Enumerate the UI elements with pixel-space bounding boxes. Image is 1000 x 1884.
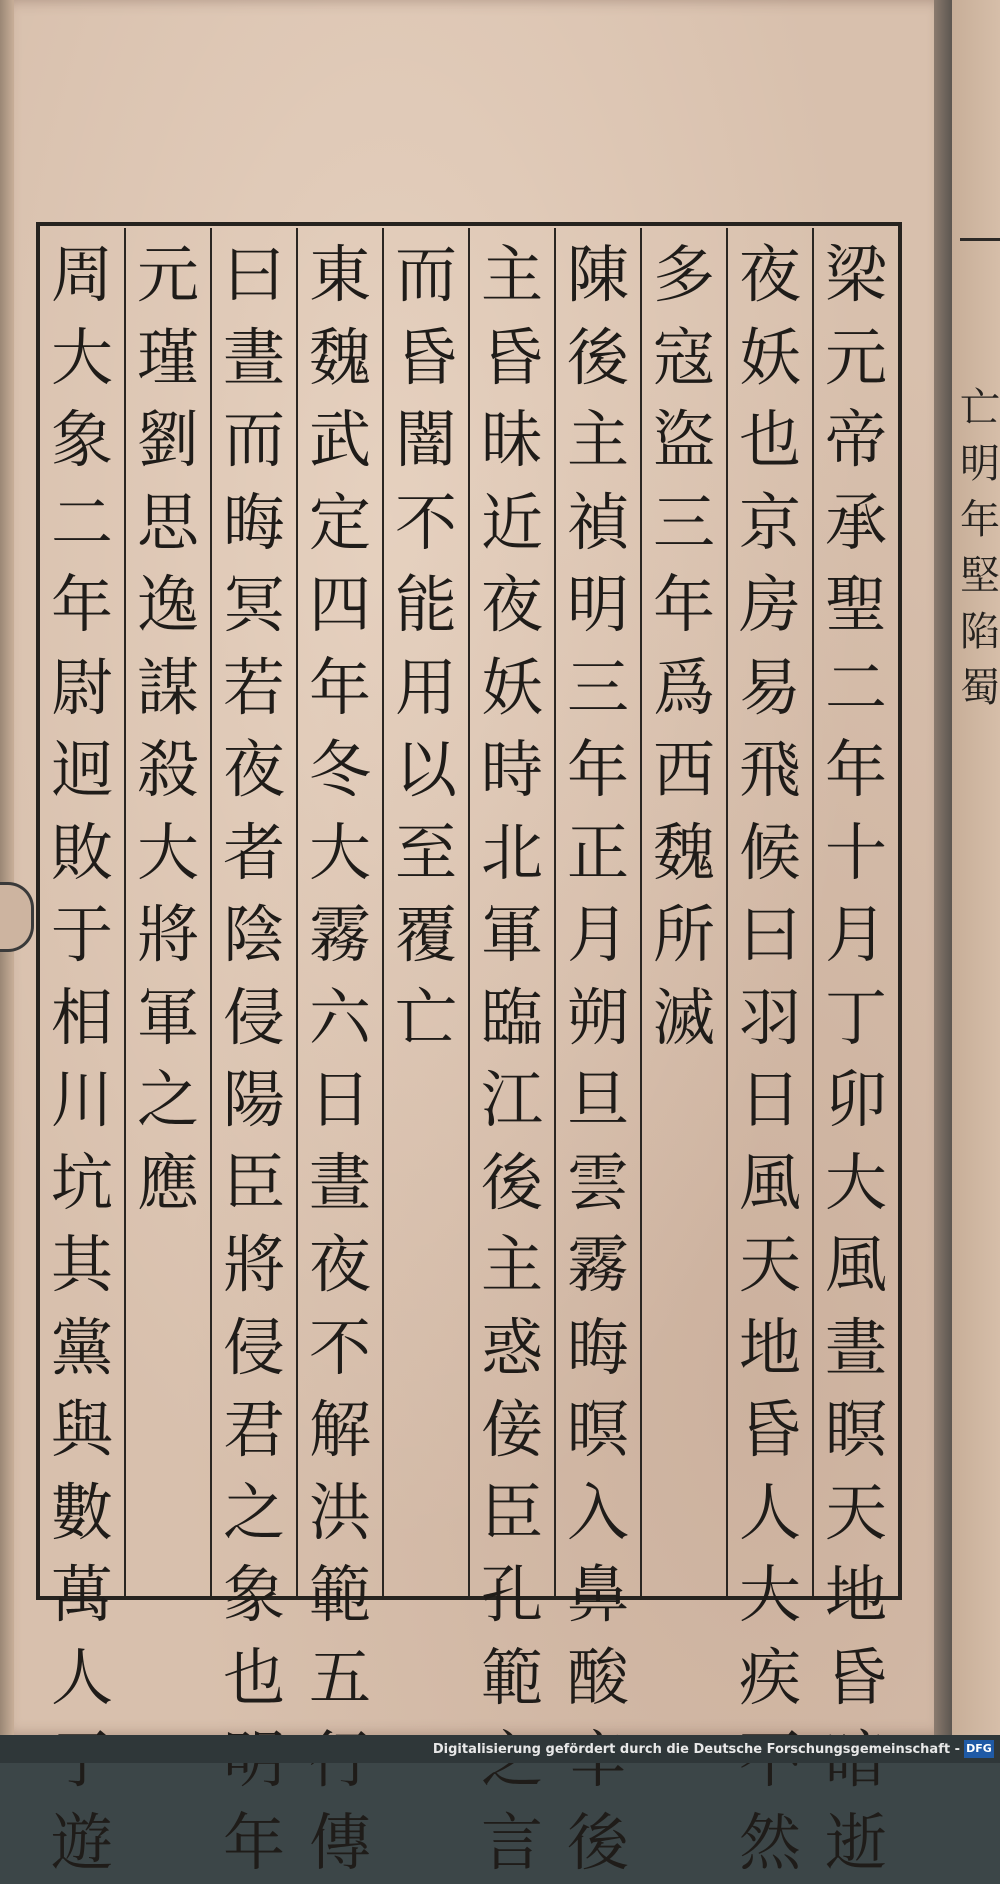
character: 用 — [384, 647, 468, 730]
character: 帝 — [814, 399, 898, 482]
character: 陳 — [556, 234, 640, 317]
character: 滅 — [642, 977, 726, 1060]
character: 夜 — [212, 729, 296, 812]
character: 飛 — [728, 729, 812, 812]
character: 六 — [298, 977, 382, 1060]
character: 禎 — [556, 482, 640, 565]
character: 其 — [40, 1224, 124, 1307]
character: 月 — [556, 894, 640, 977]
character: 侵 — [212, 977, 296, 1060]
character: 者 — [212, 812, 296, 895]
character: 天 — [814, 1472, 898, 1555]
character: 也 — [212, 1637, 296, 1720]
character: 殺 — [126, 729, 210, 812]
character: 日 — [728, 1059, 812, 1142]
character: 不 — [298, 1307, 382, 1390]
character: 承 — [814, 482, 898, 565]
character: 之 — [212, 1472, 296, 1555]
text-column — [296, 228, 382, 1596]
character: 逸 — [126, 564, 210, 647]
character: 解 — [298, 1389, 382, 1472]
character: 晦 — [556, 1307, 640, 1390]
character: 而 — [384, 234, 468, 317]
character: 臣 — [212, 1142, 296, 1225]
character: 三 — [556, 647, 640, 730]
character: 陰 — [212, 894, 296, 977]
character: 酸 — [556, 1637, 640, 1720]
character: 言 — [470, 1802, 554, 1884]
character: 年 — [212, 1802, 296, 1884]
character: 魏 — [298, 317, 382, 400]
character: 主 — [470, 1224, 554, 1307]
character: 大 — [298, 812, 382, 895]
character: 五 — [298, 1637, 382, 1720]
character: 與 — [40, 1389, 124, 1472]
character: 曰 — [212, 234, 296, 317]
character: 霧 — [556, 1224, 640, 1307]
character: 二 — [814, 647, 898, 730]
character: 軍 — [126, 977, 210, 1060]
character: 冥 — [212, 564, 296, 647]
character: 鼻 — [556, 1554, 640, 1637]
text-column — [812, 228, 898, 1596]
character: 闇 — [384, 399, 468, 482]
character: 近 — [470, 482, 554, 565]
character: 入 — [556, 1472, 640, 1555]
text-column — [726, 228, 812, 1596]
character: 月 — [814, 894, 898, 977]
character: 年 — [642, 564, 726, 647]
character: 易 — [728, 647, 812, 730]
character: 而 — [212, 399, 296, 482]
character: 雲 — [556, 1142, 640, 1225]
character: 晝 — [212, 317, 296, 400]
character: 瞑 — [814, 1389, 898, 1472]
character: 夜 — [470, 564, 554, 647]
text-column — [210, 228, 296, 1596]
character: 謀 — [126, 647, 210, 730]
character: 大 — [814, 1142, 898, 1225]
character: 三 — [642, 482, 726, 565]
character: 十 — [814, 812, 898, 895]
character: 朔 — [556, 977, 640, 1060]
character: 晝 — [298, 1142, 382, 1225]
character: 若 — [212, 647, 296, 730]
character: 昧 — [470, 399, 554, 482]
character: 將 — [212, 1224, 296, 1307]
character: 不 — [384, 482, 468, 565]
text-column — [640, 228, 726, 1596]
character: 象 — [40, 399, 124, 482]
character: 卯 — [814, 1059, 898, 1142]
character: 後 — [556, 317, 640, 400]
character: 北 — [470, 812, 554, 895]
character: 于 — [40, 894, 124, 977]
dfg-logo: DFG — [964, 1740, 994, 1758]
character: 臨 — [470, 977, 554, 1060]
character: 應 — [126, 1142, 210, 1225]
character: 倿 — [470, 1389, 554, 1472]
character: 傳 — [298, 1802, 382, 1884]
character: 梁 — [814, 234, 898, 317]
character: 房 — [728, 564, 812, 647]
character: 大 — [126, 812, 210, 895]
character: 侵 — [212, 1307, 296, 1390]
text-column — [554, 228, 640, 1596]
character: 晦 — [212, 482, 296, 565]
text-column — [468, 228, 554, 1596]
character: 天 — [728, 1224, 812, 1307]
character: 日 — [298, 1059, 382, 1142]
character: 君 — [212, 1389, 296, 1472]
character: 相 — [40, 977, 124, 1060]
character: 昏 — [814, 1637, 898, 1720]
character: 黨 — [40, 1307, 124, 1390]
character: 敗 — [40, 812, 124, 895]
character: 能 — [384, 564, 468, 647]
character: 軍 — [470, 894, 554, 977]
character: 晝 — [814, 1307, 898, 1390]
character: 爲 — [642, 647, 726, 730]
character: 地 — [814, 1554, 898, 1637]
adjacent-page-frame-line — [960, 238, 1000, 241]
character: 多 — [642, 234, 726, 317]
text-column — [124, 228, 210, 1596]
character: 京 — [728, 482, 812, 565]
character: 象 — [212, 1554, 296, 1637]
character: 昏 — [470, 317, 554, 400]
character: 妖 — [470, 647, 554, 730]
character: 之 — [126, 1059, 210, 1142]
text-columns — [40, 228, 898, 1596]
character: 劉 — [126, 399, 210, 482]
character: 昏 — [728, 1389, 812, 1472]
character: 洪 — [298, 1472, 382, 1555]
character: 範 — [470, 1637, 554, 1720]
character: 聖 — [814, 564, 898, 647]
character: 旦 — [556, 1059, 640, 1142]
character: 元 — [814, 317, 898, 400]
character: 惑 — [470, 1307, 554, 1390]
character: 也 — [728, 399, 812, 482]
character: 西 — [642, 729, 726, 812]
character: 後 — [556, 1802, 640, 1884]
character: 後 — [470, 1142, 554, 1225]
character: 數 — [40, 1472, 124, 1555]
character: 明 — [960, 436, 1000, 492]
adjacent-page-column — [960, 380, 1000, 716]
character: 風 — [728, 1142, 812, 1225]
character: 疾 — [728, 1637, 812, 1720]
character: 武 — [298, 399, 382, 482]
character: 明 — [556, 564, 640, 647]
character: 年 — [298, 647, 382, 730]
character: 夜 — [298, 1224, 382, 1307]
character: 元 — [126, 234, 210, 317]
character: 妖 — [728, 317, 812, 400]
character: 大 — [728, 1554, 812, 1637]
character: 冬 — [298, 729, 382, 812]
character: 羽 — [728, 977, 812, 1060]
character: 風 — [814, 1224, 898, 1307]
character: 丁 — [814, 977, 898, 1060]
character: 至 — [384, 812, 468, 895]
character: 年 — [40, 564, 124, 647]
character: 夜 — [728, 234, 812, 317]
character: 主 — [556, 399, 640, 482]
character: 候 — [728, 812, 812, 895]
character: 東 — [298, 234, 382, 317]
character: 人 — [40, 1637, 124, 1720]
character: 大 — [40, 317, 124, 400]
character: 然 — [728, 1802, 812, 1884]
character: 瑾 — [126, 317, 210, 400]
character: 地 — [728, 1307, 812, 1390]
character: 年 — [556, 729, 640, 812]
character: 逝 — [814, 1802, 898, 1884]
character: 尉 — [40, 647, 124, 730]
character: 迥 — [40, 729, 124, 812]
character: 臣 — [470, 1472, 554, 1555]
character: 孔 — [470, 1554, 554, 1637]
text-column — [382, 228, 468, 1596]
character: 盜 — [642, 399, 726, 482]
character: 曰 — [728, 894, 812, 977]
character: 將 — [126, 894, 210, 977]
character: 陷 — [960, 604, 1000, 660]
character: 以 — [384, 729, 468, 812]
character: 坑 — [40, 1142, 124, 1225]
character: 人 — [728, 1472, 812, 1555]
character: 陽 — [212, 1059, 296, 1142]
character: 範 — [298, 1554, 382, 1637]
character: 亡 — [384, 977, 468, 1060]
spine-shadow — [934, 0, 952, 1735]
adjacent-page — [952, 0, 1000, 1735]
character: 時 — [470, 729, 554, 812]
text-column — [40, 228, 124, 1596]
character: 定 — [298, 482, 382, 565]
character: 四 — [298, 564, 382, 647]
character: 霧 — [298, 894, 382, 977]
character: 寇 — [642, 317, 726, 400]
character: 江 — [470, 1059, 554, 1142]
character: 亡 — [960, 380, 1000, 436]
character: 思 — [126, 482, 210, 565]
character: 暝 — [556, 1389, 640, 1472]
character: 年 — [960, 492, 1000, 548]
character: 魏 — [642, 812, 726, 895]
character: 萬 — [40, 1554, 124, 1637]
digitization-notice: Digitalisierung gefördert durch die Deutsche Forschungsgemeinschaft - — [433, 1742, 960, 1757]
character: 覆 — [384, 894, 468, 977]
character: 周 — [40, 234, 124, 317]
character: 川 — [40, 1059, 124, 1142]
character: 所 — [642, 894, 726, 977]
character: 堅 — [960, 548, 1000, 604]
character: 昏 — [384, 317, 468, 400]
character: 蜀 — [960, 660, 1000, 716]
character: 年 — [814, 729, 898, 812]
character: 正 — [556, 812, 640, 895]
character: 遊 — [40, 1802, 124, 1884]
character: 主 — [470, 234, 554, 317]
character: 二 — [40, 482, 124, 565]
